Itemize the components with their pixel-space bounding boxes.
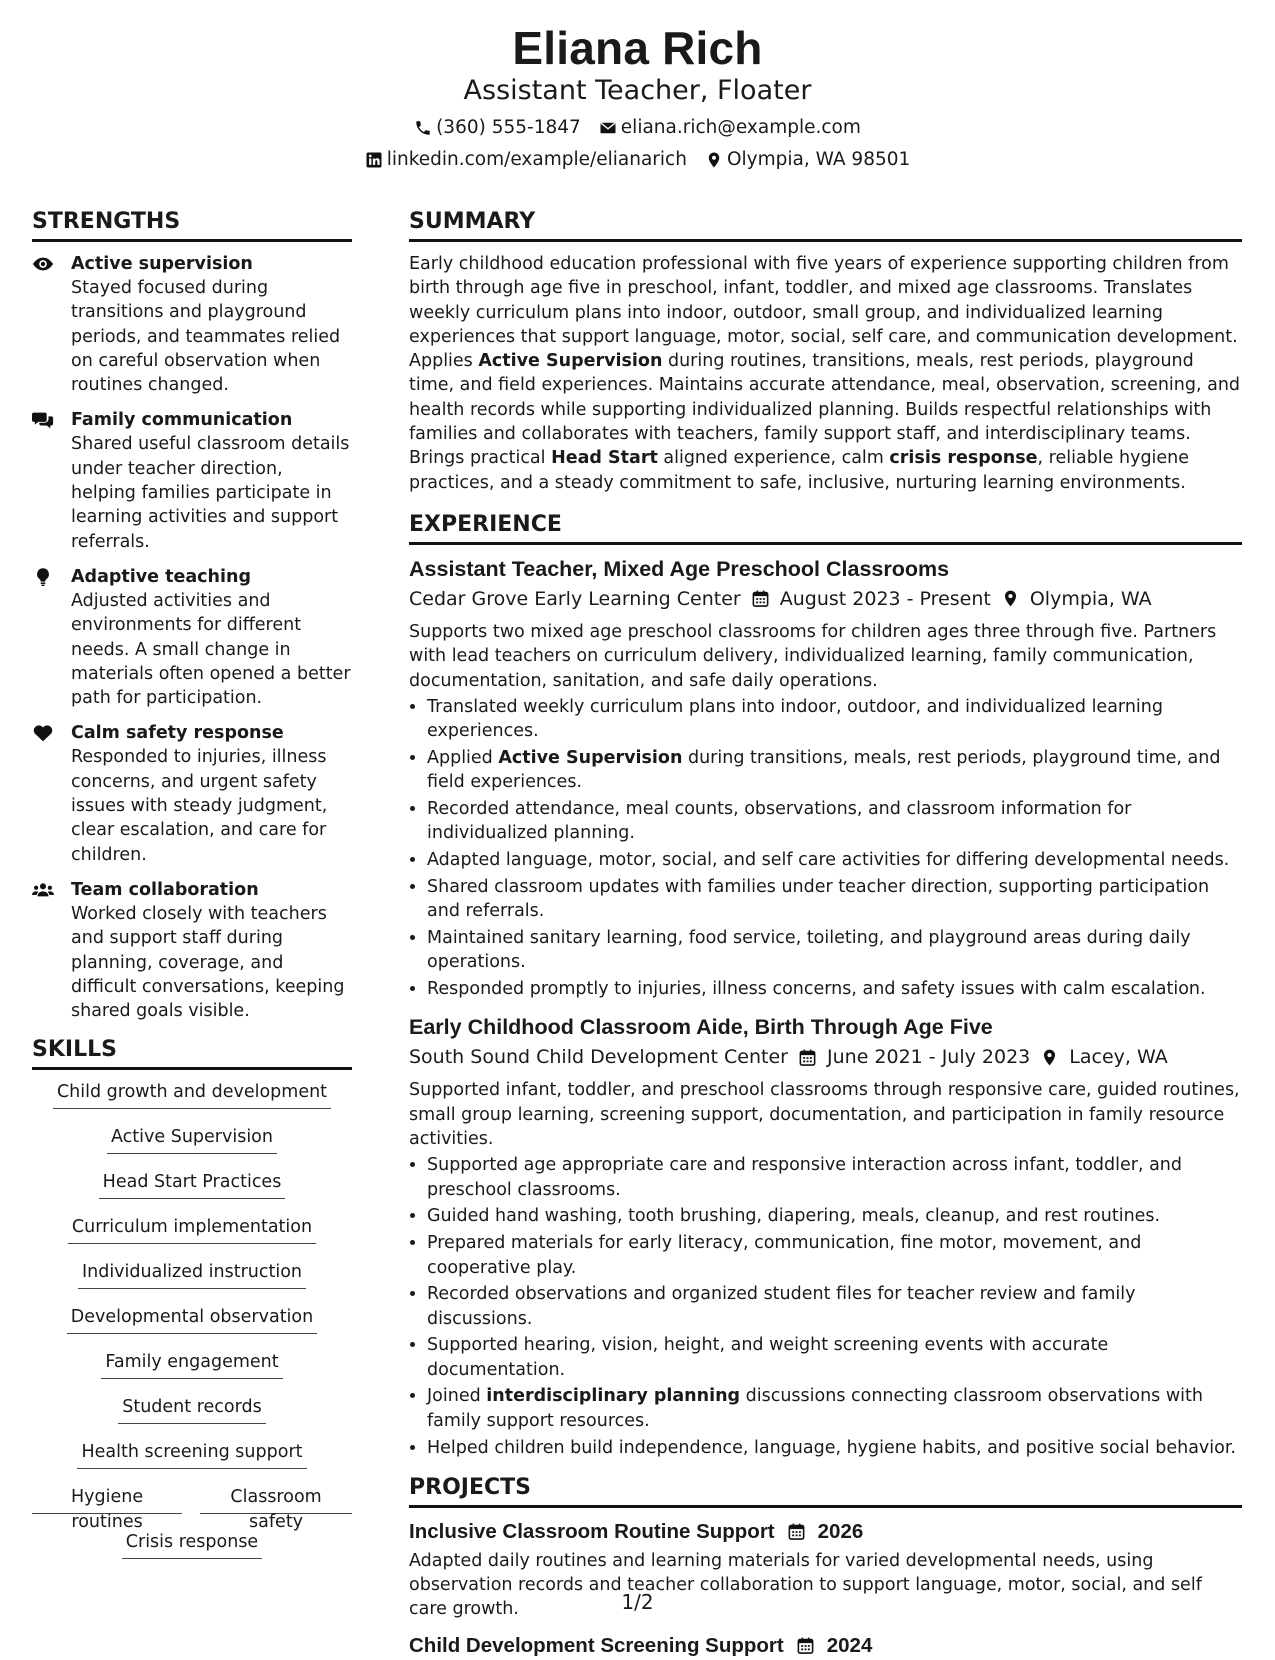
text-run: Supported age appropriate care and responsive interaction across infant, toddler, and preschool classrooms. — [427, 1155, 1182, 1200]
calendar-icon — [751, 589, 770, 608]
map-marker-icon — [705, 151, 723, 169]
bullet-item — [427, 1436, 1242, 1460]
contact-row-2 — [0, 148, 1275, 172]
strength-item — [32, 721, 352, 866]
text-run: Recorded attendance, meal counts, observations, and classroom information for individualized planning. — [427, 799, 1132, 844]
bold-phrase: Active Supervision — [498, 747, 683, 768]
bullet-item — [427, 1204, 1242, 1228]
text-run: Recorded observations and organized student files for teacher review and family discussions. — [427, 1284, 1136, 1329]
text-run: , reliable hygiene practices, and a steady commitment to safe, inclusive, nurturing learning environments. — [409, 448, 1190, 493]
strength-body — [71, 252, 352, 397]
skill-tag: Curriculum implementation — [68, 1215, 316, 1244]
text-run: Prepared materials for early literacy, communication, fine motor, movement, and cooperative play. — [427, 1233, 1142, 1278]
strength-body — [71, 408, 352, 553]
skill-row — [32, 1125, 352, 1170]
projects-heading: PROJECTS — [409, 1474, 1242, 1508]
contact-row-1 — [0, 116, 1275, 140]
text-run: Early childhood education professional with five years of experience supporting children from birth through age five in preschool, infant, toddler, and mixed age classrooms. Translates weekly curriculum plans into indoor, outdoor, small group, and individualized learning experiences that support language, motor, social, self care, and communication development. Applies — [409, 254, 1238, 372]
job-organization: Cedar Grove Early Learning Center — [409, 587, 741, 610]
bullet-item — [427, 797, 1242, 846]
job-meta — [409, 1044, 1242, 1070]
strength-title: Team collaboration — [71, 879, 259, 900]
text-run: Responded promptly to injuries, illness concerns, and safety issues with calm escalation. — [427, 979, 1206, 1000]
strength-description: Adjusted activities and environments for different needs. A small change in materials often opened a better path for participation. — [71, 590, 351, 709]
project-year: 2026 — [817, 1519, 864, 1543]
linkedin-icon — [365, 151, 383, 169]
text-run: discussions connecting classroom observations with family support resources. — [427, 1386, 1203, 1431]
summary-heading: SUMMARY — [409, 208, 1242, 242]
calendar-icon — [787, 1522, 806, 1541]
strength-description: Worked closely with teachers and support staff during planning, coverage, and difficult conversations, keeping shared goals visible. — [71, 903, 345, 1022]
bullet-item — [427, 1153, 1242, 1202]
bullet-item — [427, 926, 1242, 975]
strength-title: Active supervision — [71, 254, 253, 274]
skills-heading: SKILLS — [32, 1036, 352, 1070]
skills-list — [32, 1080, 352, 1575]
skill-tag: Student records — [118, 1395, 265, 1424]
contact-linkedin[interactable] — [365, 148, 687, 172]
skill-row — [32, 1080, 352, 1125]
text-run: Supported hearing, vision, height, and weight screening events with accurate documentation. — [427, 1335, 1109, 1380]
strength-description: Stayed focused during transitions and playground periods, and teammates relied on careful observation when routines changed. — [71, 278, 341, 396]
text-run: aligned experience, calm — [657, 448, 890, 469]
eye-icon — [32, 252, 71, 397]
job-organization: South Sound Child Development Center — [409, 1046, 788, 1069]
skill-tag: Head Start Practices — [99, 1170, 286, 1199]
skill-tag: Child growth and development — [53, 1080, 331, 1109]
bold-phrase: Head Start — [551, 448, 658, 469]
calendar-icon — [796, 1636, 815, 1655]
lightbulb-icon — [32, 565, 71, 710]
project-description: Adapted daily routines and learning materials for varied developmental needs, using observation records and teacher collaboration to support language, motor, social, and self care growth. — [409, 1550, 1202, 1620]
text-run: Helped children build independence, language, hygiene habits, and positive social behavior. — [427, 1437, 1236, 1458]
envelope-icon — [599, 119, 617, 137]
skill-tag: Individualized instruction — [78, 1260, 306, 1289]
job-bullets — [409, 695, 1242, 1002]
job-description: Supports two mixed age preschool classrooms for children ages three through five. Partners with lead teachers on curriculum delivery, individualized learning, family communication, documentation, sanitation, and safe daily operations. — [409, 621, 1217, 691]
project-entry — [409, 1632, 1242, 1660]
bullet-item — [427, 977, 1242, 1001]
strength-item — [32, 878, 352, 1023]
job-bullets — [409, 1153, 1242, 1460]
candidate-title: Assistant Teacher, Floater — [463, 75, 812, 106]
users-icon — [32, 878, 71, 1023]
text-run: Joined — [427, 1386, 487, 1407]
skill-tag: Health screening support — [77, 1440, 306, 1469]
bullet-item — [427, 1231, 1242, 1280]
strength-title: Adaptive teaching — [71, 566, 251, 587]
text-run: Maintained sanitary learning, food service, toileting, and playground areas during daily operations. — [427, 928, 1191, 973]
text-run: during routines, transitions, meals, rest periods, playground time, and field experiences. Maintains accurate attendance, meal, observation, screening, and health records while supporting individualized planning. Builds respectful relationships with families and collaborates with teachers, family support staff, and interdisciplinary teams. Brings practical — [409, 351, 1241, 469]
skill-tag: Active Supervision — [107, 1125, 277, 1154]
project-title: Child Development Screening Support — [409, 1633, 784, 1657]
job-location: Lacey, WA — [1069, 1046, 1168, 1069]
skill-row — [32, 1215, 352, 1260]
strength-body — [71, 721, 352, 866]
skill-row — [32, 1350, 352, 1395]
text-run: Shared classroom updates with families under teacher direction, supporting participation and referrals. — [427, 876, 1210, 922]
bullet-item — [427, 1282, 1242, 1331]
strength-item — [32, 565, 352, 710]
skill-tag: Family engagement — [101, 1350, 282, 1379]
bold-phrase: Active Supervision — [478, 351, 663, 372]
project-year: 2024 — [826, 1633, 873, 1657]
map-marker-icon — [1001, 589, 1020, 608]
phone-icon — [414, 119, 432, 137]
strength-body — [71, 878, 352, 1023]
text-run: Adapted language, motor, social, and self care activities for differing developmental needs. — [427, 850, 1230, 871]
left-column — [32, 208, 352, 1575]
candidate-name: Eliana Rich — [512, 22, 763, 74]
bullet-item — [427, 695, 1242, 744]
skill-tag: Crisis response — [122, 1530, 262, 1559]
contact-location — [705, 148, 910, 172]
skill-tag: Classroom safety — [200, 1485, 352, 1514]
skill-tag: Developmental observation — [67, 1305, 317, 1334]
experience-list — [409, 555, 1242, 1460]
skill-row — [32, 1305, 352, 1350]
projects-list — [409, 1518, 1242, 1660]
skill-row — [32, 1485, 352, 1533]
text-run: Translated weekly curriculum plans into indoor, outdoor, and individualized learning experiences. — [427, 696, 1163, 742]
strengths-heading: STRENGTHS — [32, 208, 352, 242]
linkedin-text[interactable]: linkedin.com/example/elianarich — [386, 149, 687, 170]
heart-icon — [32, 721, 71, 866]
job-title: Assistant Teacher, Mixed Age Preschool Classrooms — [409, 556, 950, 581]
skill-row — [32, 1260, 352, 1305]
phone-text: (360) 555-1847 — [436, 117, 581, 138]
skill-tag: Hygiene routines — [32, 1485, 182, 1514]
strength-item — [32, 408, 352, 553]
page-number: 1/2 — [621, 1590, 654, 1614]
strengths-list — [32, 252, 352, 1023]
calendar-icon — [798, 1048, 817, 1067]
text-run: Applied — [427, 747, 499, 768]
bullet-item — [427, 875, 1242, 924]
project-title-row — [409, 1518, 1242, 1546]
bullet-item — [427, 848, 1242, 872]
skill-row — [32, 1395, 352, 1440]
job-location: Olympia, WA — [1029, 587, 1152, 610]
bullet-item — [427, 1384, 1242, 1433]
contact-phone — [414, 116, 581, 140]
strength-description: Responded to injuries, illness concerns, and urgent safety issues with steady judgment, clear escalation, and care for children. — [71, 747, 328, 865]
experience-heading: EXPERIENCE — [409, 511, 1242, 545]
right-column — [409, 208, 1242, 1660]
summary-text — [409, 252, 1242, 495]
job-dates: June 2021 - July 2023 — [827, 1046, 1031, 1069]
strength-body — [71, 565, 352, 710]
location-text: Olympia, WA 98501 — [726, 149, 911, 170]
job-title: Early Childhood Classroom Aide, Birth Through Age Five — [409, 1015, 993, 1040]
contact-email[interactable] — [599, 116, 861, 140]
resume-header — [0, 22, 1275, 172]
bold-phrase: crisis response — [889, 448, 1038, 469]
text-run: during transitions, meals, rest periods, playground time, and field experiences. — [427, 747, 1221, 793]
job-meta — [409, 586, 1242, 612]
strength-item — [32, 252, 352, 397]
skill-row — [32, 1170, 352, 1215]
bullet-item — [427, 746, 1242, 795]
strength-title: Calm safety response — [71, 723, 284, 744]
email-text[interactable]: eliana.rich@example.com — [620, 117, 861, 138]
map-marker-icon — [1040, 1048, 1059, 1067]
experience-entry — [409, 1013, 1242, 1459]
bullet-item — [427, 1333, 1242, 1382]
job-dates: August 2023 - Present — [779, 587, 991, 610]
comments-icon — [32, 408, 71, 553]
bold-phrase: interdisciplinary planning — [486, 1386, 741, 1407]
project-title-row — [409, 1632, 1242, 1660]
experience-entry — [409, 555, 1242, 1001]
strength-title: Family communication — [71, 410, 293, 431]
skill-row — [32, 1530, 352, 1575]
text-run: Guided hand washing, tooth brushing, diapering, meals, cleanup, and rest routines. — [427, 1206, 1161, 1227]
skill-row — [32, 1440, 352, 1485]
strength-description: Shared useful classroom details under teacher direction, helping families participate in learning activities and support referrals. — [71, 434, 350, 552]
job-description: Supported infant, toddler, and preschool classrooms through responsive care, guided routines, small group learning, screening support, documentation, and participation in family resource activities. — [409, 1080, 1240, 1150]
project-title: Inclusive Classroom Routine Support — [409, 1519, 775, 1543]
